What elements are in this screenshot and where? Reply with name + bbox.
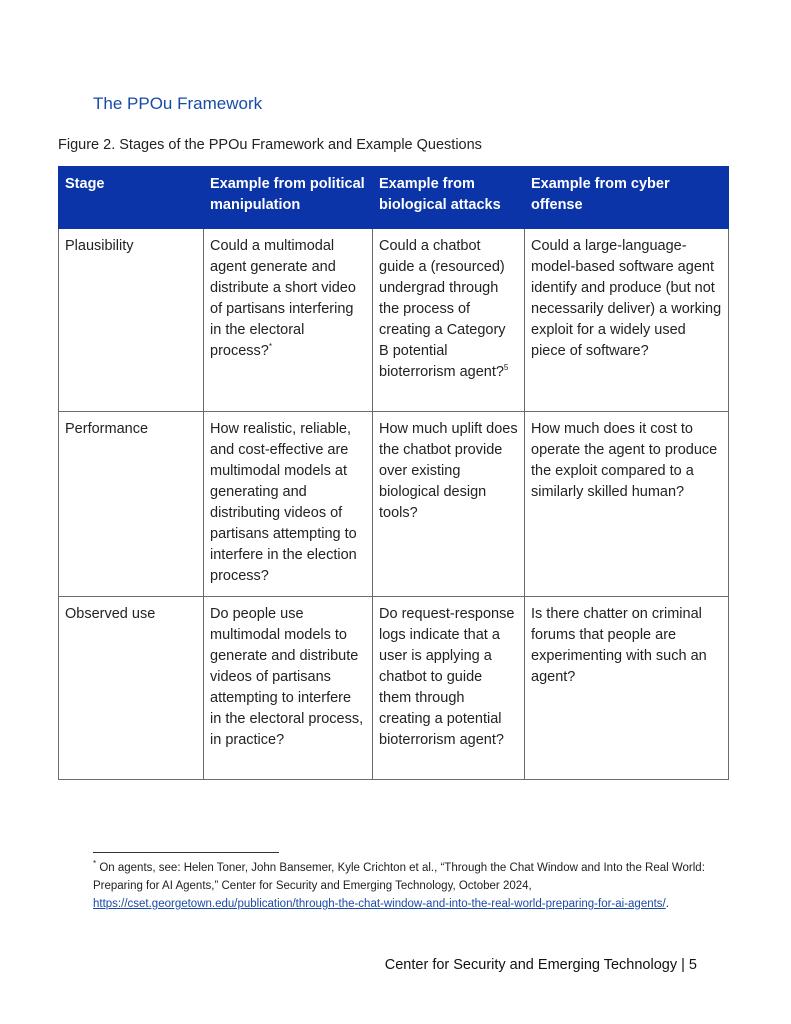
footnote-divider [93, 852, 279, 853]
header-political: Example from political manipulation [204, 167, 373, 229]
cell-biological: How much uplift does the chatbot provide over existing biological design tools? [373, 412, 525, 597]
cell-political: Could a multimodal agent generate and distribute a short video of partisans interfering in the electoral process?* [204, 229, 373, 412]
cell-stage: Plausibility [59, 229, 204, 412]
cell-political: How realistic, reliable, and cost-effective are multimodal models at generating and distributing videos of partisans attempting to interfere in the election process? [204, 412, 373, 597]
footnote-marker: * [93, 859, 97, 869]
cell-stage: Observed use [59, 597, 204, 780]
footnote-ref: 5 [503, 363, 509, 373]
table-row [59, 412, 729, 597]
header-biological: Example from biological attacks [373, 167, 525, 229]
page-footer [385, 957, 697, 973]
header-cyber: Example from cyber offense [525, 167, 729, 229]
footnote: * On agents, see: Helen Toner, John Bansemer, Kyle Crichton et al., “Through the Chat Window and Into the Real World: Preparing for AI Agents,” Center for Security and Emerging Technology, October 2024, https://cset.georgetown.edu/publication/through-the-chat-window-and-into-the-real-world-preparing-for-ai-agents/. [93, 859, 705, 910]
cell-cyber: Is there chatter on criminal forums that people are experimenting with such an agent? [525, 597, 729, 780]
section-title: The PPOu Framework [93, 94, 263, 113]
table-row [59, 229, 729, 412]
cell-cyber: Could a large-language-model-based software agent identify and produce (but not necessarily deliver) a working exploit for a widely used piece of software? [525, 229, 729, 412]
header-stage: Stage [59, 167, 204, 229]
figure-caption: Figure 2. Stages of the PPOu Framework and Example Questions [58, 137, 482, 153]
footer-org: Center for Security and Emerging Technology [384, 957, 678, 973]
cell-biological: Do request-response logs indicate that a user is applying a chatbot to guide them through creating a potential bioterrorism agent? [373, 597, 525, 780]
footer-separator: | [681, 957, 685, 973]
footnote-text: On agents, see: Helen Toner, John Bansemer, Kyle Crichton et al., “Through the Chat Window and Into the Real World: Preparing for AI Agents,” Center for Security and Emerging Technology, October 2024, [93, 862, 705, 892]
table-header-row [59, 167, 729, 229]
ppou-framework-table [58, 166, 729, 780]
table-row [59, 597, 729, 780]
cell-biological: Could a chatbot guide a (resourced) undergrad through the process of creating a Category B potential bioterrorism agent?$^5$ [373, 229, 525, 412]
cell-stage: Performance [59, 412, 204, 597]
cell-cyber: How much does it cost to operate the agent to produce the exploit compared to a similarly skilled human? [525, 412, 729, 597]
cell-political: Do people use multimodal models to generate and distribute videos of partisans attempting to interfere in the electoral process, in practice? [204, 597, 373, 780]
page-number: 5 [688, 957, 697, 973]
footnote-link[interactable]: https://cset.georgetown.edu/publication/through-the-chat-window-and-into-the-real-world-preparing-for-ai-agents/ [93, 898, 666, 910]
footnote-ref: * [268, 342, 272, 352]
